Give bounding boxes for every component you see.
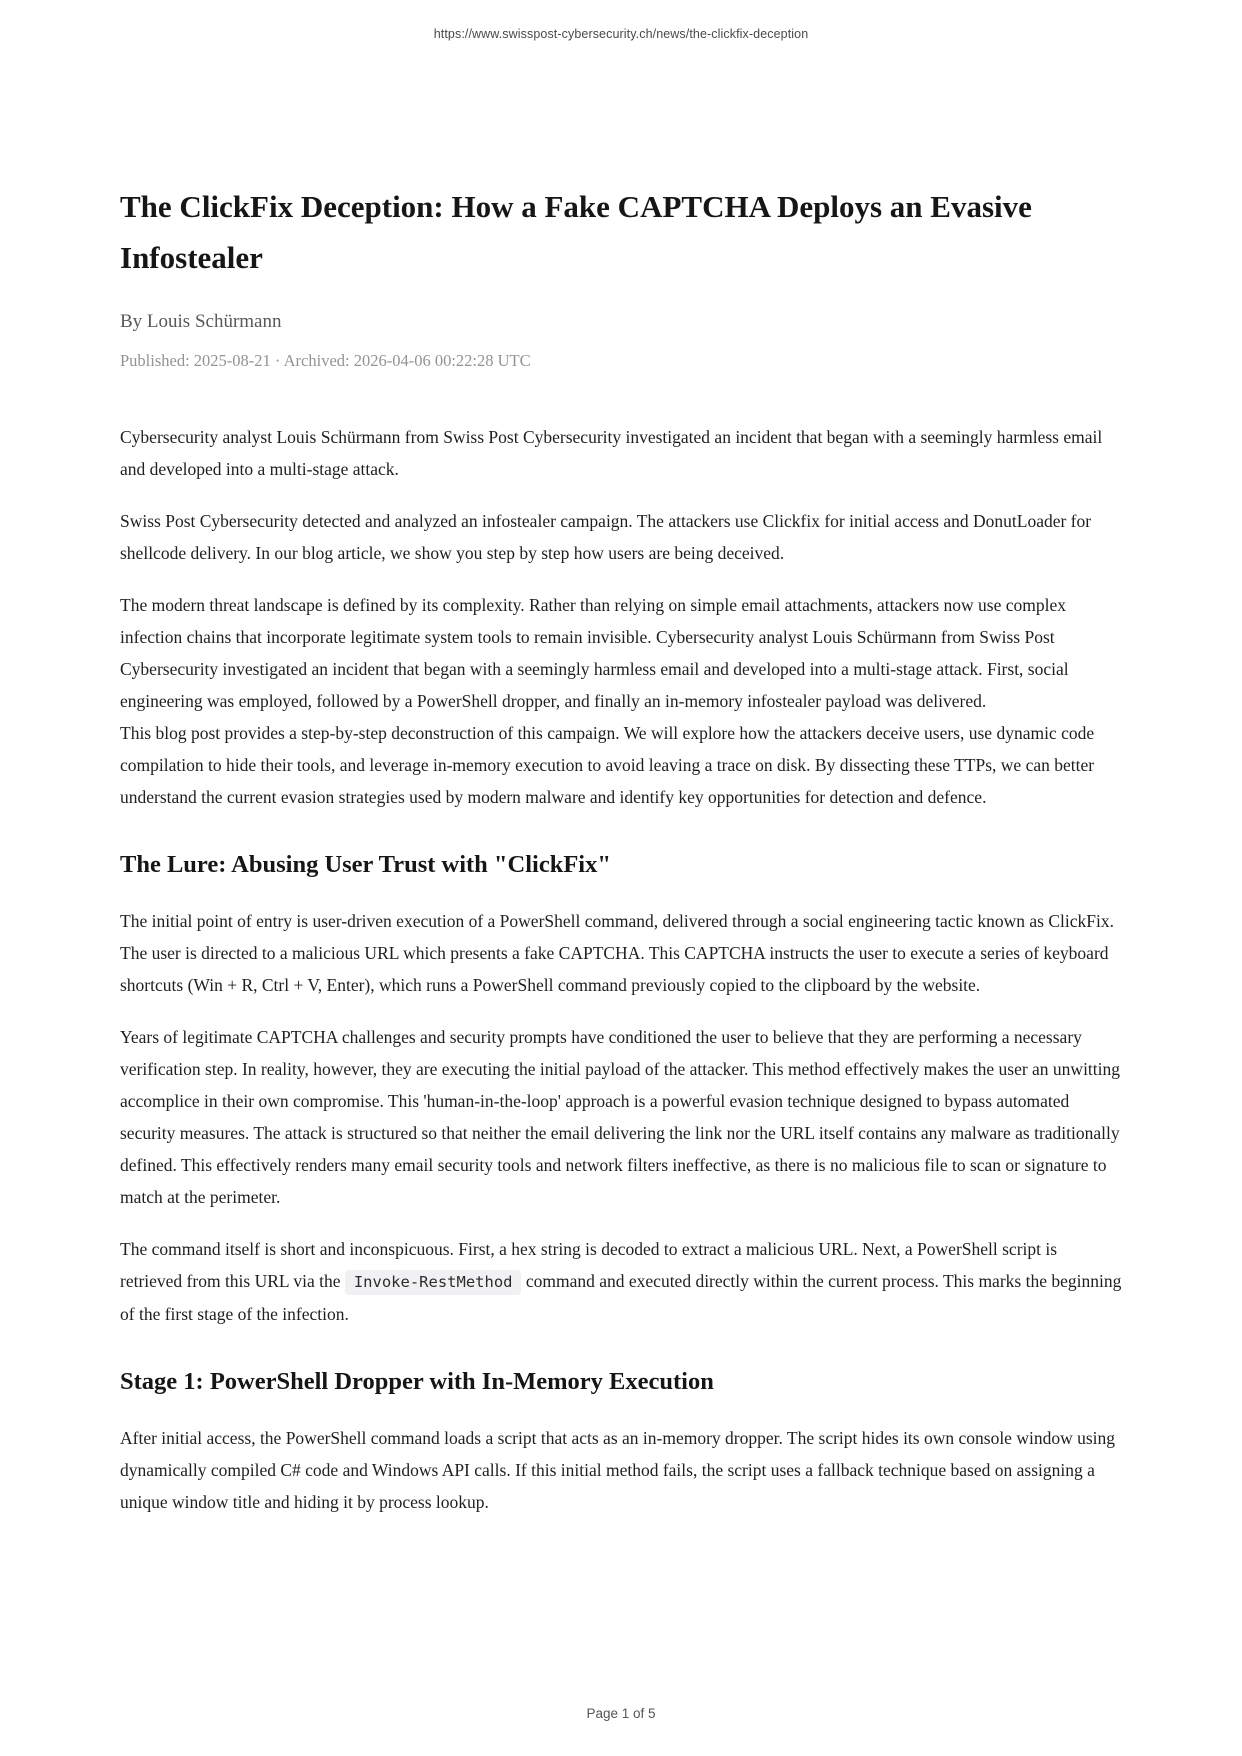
section-heading-stage1: Stage 1: PowerShell Dropper with In-Memory Execution — [120, 1368, 714, 1396]
publish-archive-meta: Published: 2025-08-21 · Archived: 2026-04-06 00:22:28 UTC — [120, 351, 531, 371]
article-title: The ClickFix Deception: How a Fake CAPTCHA Deploys an Evasive Infostealer — [120, 189, 1032, 275]
intro-paragraph-2: Swiss Post Cybersecurity detected and analyzed an infostealer campaign. The attackers use Clickfix for initial access and DonutLoader for shellcode delivery. In our blog article, we show you step by step how users are being deceived. — [120, 511, 1092, 564]
page-url: https://www.swisspost-cybersecurity.ch/news/the-clickfix-deception — [433, 27, 809, 41]
code-paragraph-before: The command itself is short and inconspicuous. First, a hex string is decoded to extract a malicious URL. Next, a PowerShell script is retrieved from this URL via the — [120, 1239, 1058, 1292]
section-heading-lure: The Lure: Abusing User Trust with "ClickFix" — [120, 851, 611, 879]
inline-code-invoke-restmethod: Invoke-RestMethod — [345, 1270, 522, 1295]
lure-paragraph-1: The initial point of entry is user-driven execution of a PowerShell command, delivered through a social engineering tactic known as ClickFix. The user is directed to a malicious URL which presents a fake CAPTCHA. This CAPTCHA instructs the user to execute a series of keyboard shortcuts (Win + R, Ctrl + V, Enter), which runs a PowerShell command previously copied to the clipboard by the website. — [120, 911, 1114, 996]
code-paragraph-after: command and executed directly within the current process. This marks the beginning of the first stage of the infection. — [120, 1271, 1122, 1325]
lure-paragraph-2: Years of legitimate CAPTCHA challenges and security prompts have conditioned the user to believe that they are performing a necessary verification step. In reality, however, they are executing the initial payload of the attacker. This method effectively makes the user an unwitting accomplice in their own compromise. This 'human-in-the-loop' approach is a powerful evasion technique designed to bypass automated security measures. The attack is structured so that neither the email delivering the link nor the URL itself contains any malware as traditionally defined. This effectively renders many email security tools and network filters ineffective, as there is no malicious file to scan or signature to match at the perimeter. — [120, 1027, 1121, 1208]
article-byline: By Louis Schürmann — [120, 311, 282, 333]
lure-paragraph-3 — [120, 1233, 1122, 1330]
page-number-footer: Page 1 of 5 — [586, 1706, 656, 1721]
stage1-paragraph-1: After initial access, the PowerShell command loads a script that acts as an in-memory dropper. The script hides its own console window using dynamically compiled C# code and Windows API calls. If this initial method fails, the script uses a fallback technique based on assigning a unique window title and hiding it by process lookup. — [120, 1428, 1116, 1513]
overview-paragraph — [120, 589, 1122, 813]
overview-line-2: This blog post provides a step-by-step deconstruction of this campaign. We will explore how the attackers deceive users, use dynamic code compilation to hide their tools, and leverage in-memory execution to avoid leaving a trace on disk. By dissecting these TTPs, we can better understand the current evasion strategies used by modern malware and identify key opportunities for detection and defence. — [120, 723, 1095, 808]
intro-paragraph-1: Cybersecurity analyst Louis Schürmann from Swiss Post Cybersecurity investigated an incident that began with a seemingly harmless email and developed into a multi-stage attack. — [120, 427, 1103, 480]
overview-line-1: The modern threat landscape is defined by its complexity. Rather than relying on simple email attachments, attackers now use complex infection chains that incorporate legitimate system tools to remain invisible. Cybersecurity analyst Louis Schürmann from Swiss Post Cybersecurity investigated an incident that began with a seemingly harmless email and developed into a multi-stage attack. First, social engineering was employed, followed by a PowerShell dropper, and finally an in-memory infostealer payload was delivered. — [120, 595, 1069, 712]
